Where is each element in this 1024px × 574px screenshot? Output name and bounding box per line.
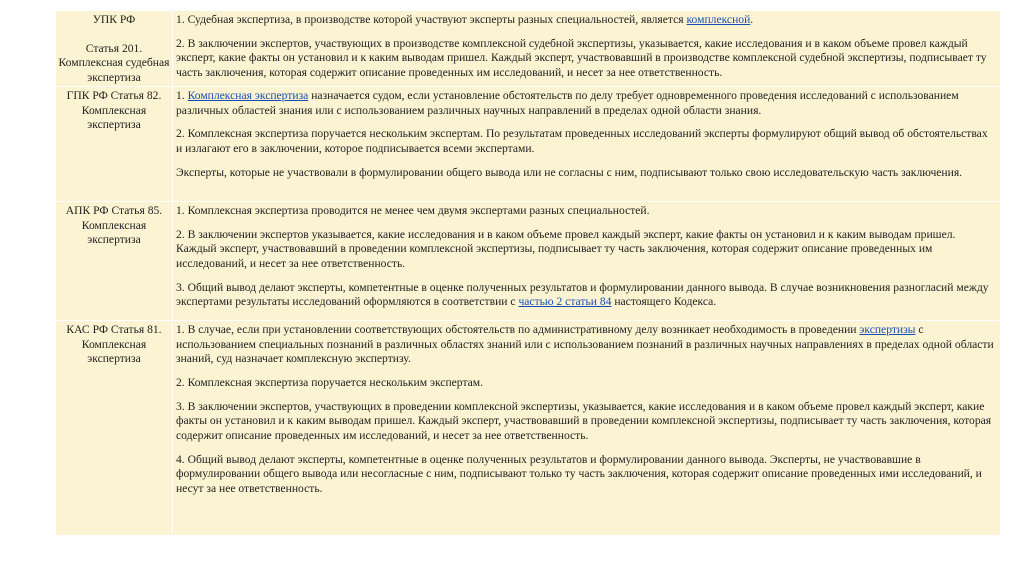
paragraph: 4. Общий вывод делают эксперты, компетентные в оценке полученных результатов и формулировании данного вывода. Эксперты, не участвовавшие в формулировании общего вывода или несогласные с ним, подписывают только ту часть заключения, которая содержит описание проведенных ими исследований, и несут за нее ответственность. [176,452,982,496]
code-cell [56,201,173,320]
article-text-cell [173,201,1001,320]
paragraph: 2. В заключении экспертов, участвующих в производстве комплексной судебной экспертизы, указывается, какие исследования и в каком объеме провел каждый эксперт, какие факты он установил и к каким выводам пришел. Каждый эксперт, участвовавший в производстве комплексной судебной экспертизы, подписывает ту часть заключения, которая содержит описание проведенных им исследований, и несет за нее ответственность. [176,36,987,80]
law-comparison-table [55,10,1001,536]
article-title: КАС РФ Статья 81. Комплексная экспертиза [66,322,162,366]
table-row-gpk [56,86,1001,201]
link-chast-2-stati-84[interactable]: частью 2 статьи 84 [518,295,612,309]
paragraph: 2. Комплексная экспертиза поручается нескольким экспертам. По результатам проведенных исследований эксперты формулируют общий вывод об обстоятельствах и излагают его в заключении, которое подписывается всеми экспертами. [176,127,988,155]
paragraph: 2. В заключении экспертов указывается, какие исследования и в каком объеме провел каждый эксперт, какие факты он установил и к каким выводам пришел. Каждый эксперт, участвовавший в проведении комплексной экспертизы, подписывает ту часть заключения, которая содержит описание проведенных им исследований, и несет за нее ответственность. [176,227,956,270]
paragraph: 3. В заключении экспертов, участвующих в проведении комплексной экспертизы, указывается, какие исследования и в каком объеме провел каждый эксперт, какие факты он установил и к каким выводам пришел. Каждый эксперт, участвовавший в проведении комплексной экспертизы, подписывает ту часть заключения, которая содержит описание проведенных им исследований, и несет за нее ответственность. [176,399,992,443]
paragraph: 2. Комплексная экспертиза поручается нескольким экспертам. [176,375,484,389]
code-name: УПК РФ [92,13,136,26]
link-ekspertizy[interactable]: экспертизы [859,322,916,336]
paragraph: 1. Судебная экспертиза, в производстве которой участвуют эксперты разных специальностей, является комплексной. [176,13,754,26]
table-row-kas [56,320,1001,535]
paragraph: 1. Комплексная экспертиза проводится не менее чем двумя экспертами разных специальностей. [176,203,650,217]
article-text-cell [173,86,1001,201]
paragraph: 1. Комплексная экспертиза назначается судом, если установление обстоятельств по делу требует одновременного проведения исследований с использованием различных областей знания или с использованием различных научных направлений в пределах одной области знания. [176,88,959,117]
link-kompleksnaya-ekspertiza[interactable]: Комплексная экспертиза [187,88,309,102]
article-title: ГПК РФ Статья 82. Комплексная экспертиза [66,88,162,132]
table-row-upk [56,11,1001,87]
article-title: АПК РФ Статья 85. Комплексная экспертиза [65,203,163,247]
article-title: Статья 201. Комплексная судебная экспертиза [58,41,170,85]
code-cell [56,320,173,535]
link-kompleksnoy[interactable]: комплексной [686,13,751,26]
article-text-cell [173,320,1001,535]
paragraph: Эксперты, которые не участвовали в формулировании общего вывода или не согласны с ним, подписывают только свою исследовательскую часть заключения. [176,165,963,179]
paragraph: 3. Общий вывод делают эксперты, компетентные в оценке полученных результатов и формулировании данного вывода. В случае возникновения разногласий между экспертами результаты исследований оформляются в соответствии с частью 2 статьи 84 настоящего Кодекса. [176,280,989,309]
paragraph: 1. В случае, если при установлении соответствующих обстоятельств по административному делу возникает необходимость в проведении экспертизы с использованием специальных познаний в различных областях знаний или с использованием познаний в различных научных направлениях в пределах одной области знаний, суд назначает комплексную экспертизу. [176,322,994,366]
table-row-apk [56,201,1001,320]
code-cell [56,86,173,201]
article-text-cell [173,11,1001,87]
code-cell [56,11,173,87]
